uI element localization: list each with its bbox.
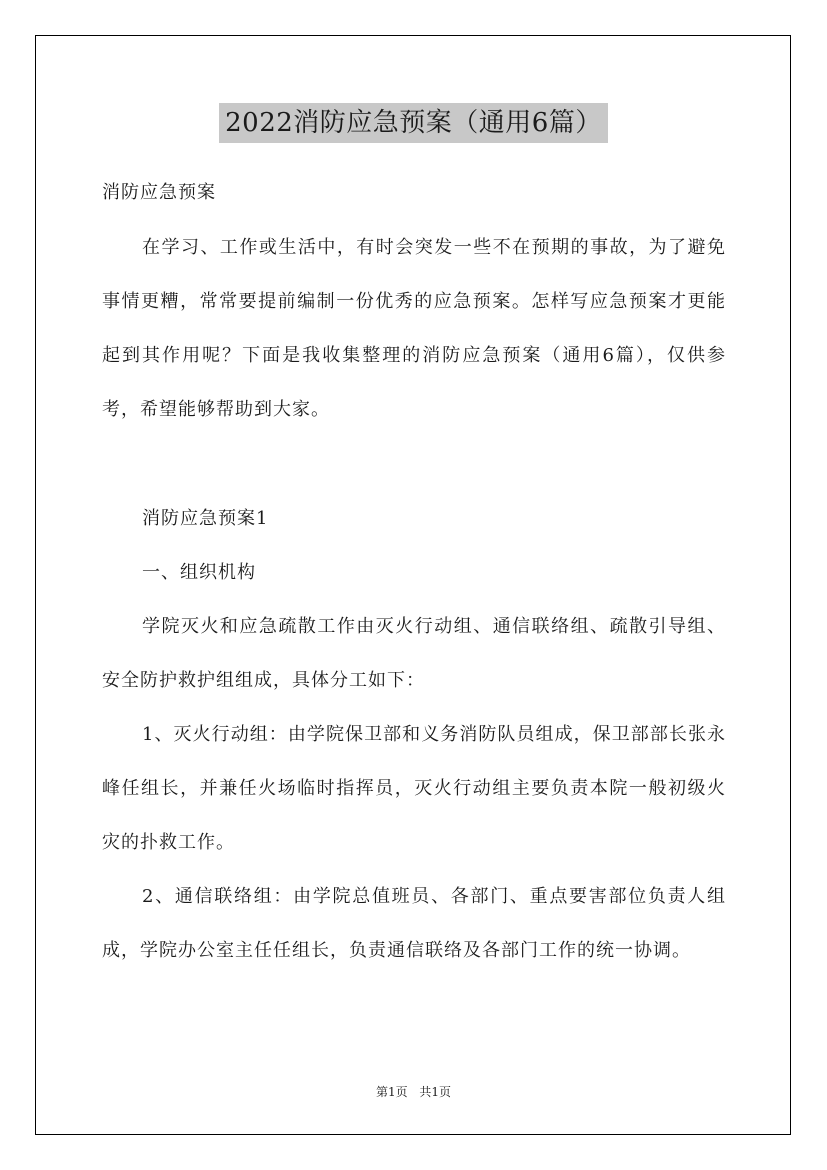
paragraph-1: 学院灭火和应急疏散工作由灭火行动组、通信联络组、疏散引导组、安全防护救护组组成，具体分工如下： <box>102 616 726 691</box>
document-subtitle: 消防应急预案 <box>102 182 216 203</box>
heading-organization: 一、组织机构 <box>142 562 256 583</box>
page-total: 共1页 <box>419 1085 452 1099</box>
intro-paragraph: 在学习、工作或生活中，有时会突发一些不在预期的事故，为了避免事情更糟，常常要提前编制一份优秀的应急预案。怎样写应急预案才更能起到其作用呢？下面是我收集整理的消防应急预案（通用6篇），仅供参考，希望能够帮助到大家。 <box>102 237 726 420</box>
section-title: 消防应急预案1 <box>142 508 269 529</box>
paragraph-2: 1、灭火行动组：由学院保卫部和义务消防队员组成，保卫部部长张永峰任组长，并兼任火场临时指挥员，灭火行动组主要负责本院一般初级火灾的扑救工作。 <box>102 724 726 853</box>
page-footer <box>0 1082 827 1102</box>
title-container <box>0 103 827 143</box>
paragraph-3: 2、通信联络组：由学院总值班员、各部门、重点要害部位负责人组成，学院办公室主任任组长，负责通信联络及各部门工作的统一协调。 <box>102 886 726 961</box>
page-number: 第1页 <box>375 1085 408 1099</box>
document-title: 2022消防应急预案（通用6篇） <box>219 103 608 143</box>
